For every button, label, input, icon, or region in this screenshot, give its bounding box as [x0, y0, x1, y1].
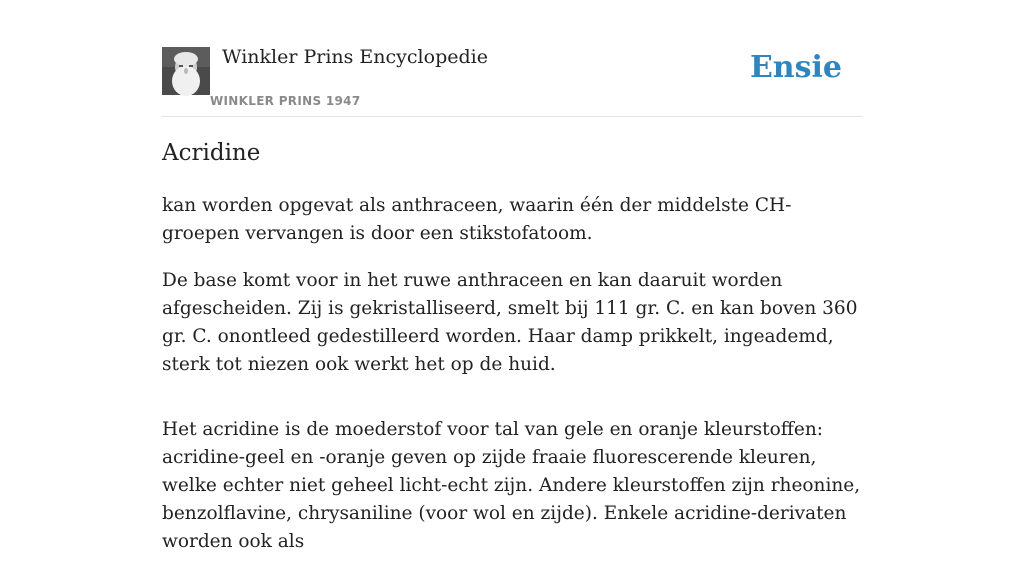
- article-paragraph: Het acridine is de moederstof voor tal van gele en oranje kleurstoffen: acridine-geel en -oranje geven op zijde fraaie fluorescerende kleuren, welke echter niet geheel licht-echt zijn. Andere kleurstoffen zijn rheonine, benzolflavine, chrysaniline (voor wol en zijde). Enkele acridine-derivaten worden ook als: [162, 419, 861, 552]
- source-title[interactable]: Winkler Prins Encyclopedie: [222, 46, 488, 68]
- source-subtitle[interactable]: WINKLER PRINS 1947: [210, 94, 361, 108]
- article-paragraph: De base komt voor in het ruwe anthraceen en kan daaruit worden afgescheiden. Zij is gekristalliseerd, smelt bij 111 gr. C. en kan boven 360 gr. C. onontleed gedestilleerd worden. Haar damp prikkelt, ingeademd, sterk tot niezen ook werkt het op de huid.: [162, 270, 858, 375]
- article-title: Acridine: [162, 140, 261, 166]
- source-header: [162, 0, 862, 117]
- bearded-man-portrait-icon: [162, 47, 210, 95]
- ensie-logo[interactable]: Ensie: [749, 50, 842, 85]
- page-container: [162, 0, 862, 552]
- avatar[interactable]: [162, 47, 210, 95]
- article-body: [162, 192, 862, 575]
- article-paragraph: kan worden opgevat als anthraceen, waarin één der middelste CH-groepen vervangen is door een stikstofatoom.: [162, 195, 792, 244]
